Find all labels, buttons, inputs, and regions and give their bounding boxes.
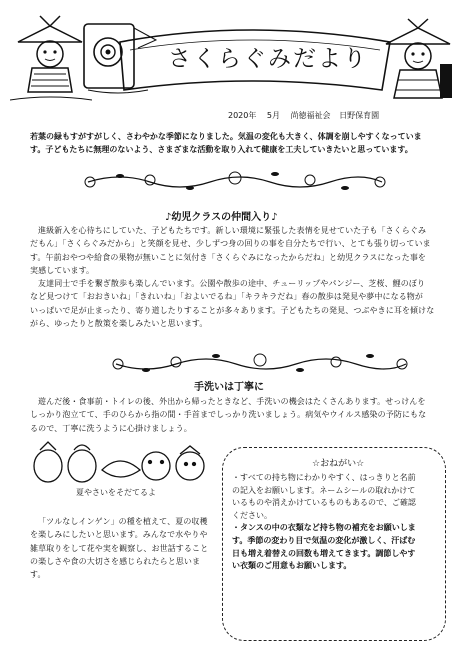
section-body-new-class	[30, 224, 446, 330]
intro-paragraph	[30, 130, 448, 156]
newsletter-title: さくらぐみだより	[168, 46, 368, 72]
notice-title: ☆おねがい☆	[312, 459, 365, 469]
notice-line: の記入をお願いします。ネームシールの取れかけて	[232, 485, 416, 495]
notice-line: いるものや消えかけているものもあるので、ご確認	[232, 498, 416, 508]
notice-line: ください。	[232, 510, 272, 520]
intro-line: 若葉の緑もすがすがしく、さわやかな季節になりました。気温の変化も大きく、体調を崩しやすくなっていま	[30, 132, 422, 141]
section-heading-handwashing: 手洗いは丁寧に	[194, 382, 264, 393]
month: 5月	[266, 111, 280, 120]
paragraph-line: しっかり泡立てて、手のひらから指の間・手首までしっかり洗いましょう。病気やウイルス感染の予防にもな	[30, 410, 427, 420]
paragraph-line: 遊んだ後・食事前・トイレの後、外出から帰ったときなど、手洗いの機会はたくさんあります。せっけんを	[38, 397, 426, 406]
paragraph-line: いっぱいで足が止まったり、寄り道したりすることが多々あります。子どもたちの発見、つぶやきに耳を傾けな	[30, 305, 435, 315]
flower-vine-divider	[110, 350, 410, 376]
paragraph-line: を楽しみにしたいと思います。みんなで水やりや	[30, 530, 208, 540]
paragraph-line: 「ツルなしインゲン」の種を植えて、夏の収穫	[38, 517, 208, 526]
vegetable-illustration-row	[30, 440, 218, 486]
paragraph-line: 雑草取りをして花や実を観察し、お世話すること	[30, 543, 209, 553]
notice-line: す。季節の変わり目で気温の変化が激しく、汗ばむ	[232, 535, 416, 545]
paragraph-line: の楽しさや食の大切さを感じられたらと思いま	[30, 556, 201, 566]
notice-line: ・すべての持ち物にわかりやすく、はっきりと名前	[232, 473, 416, 482]
notice-line: ・タンスの中の衣類など持ち物の補充をお願いしま	[232, 523, 416, 533]
notice-line: 日も増え着替えの回数も増えてきます。調節しやす	[232, 548, 416, 558]
vegetable-heading: 夏やさいをそだてるよ	[76, 488, 156, 497]
notice-line: い衣類のご用意もお願いします。	[232, 561, 352, 571]
paragraph-line: がら、ゆったりと散策を楽しみたいと思います。	[30, 319, 208, 329]
paragraph-line: だもん」「さくらぐみだから」と笑顔を見せ、少しずつ身の回りの事を自分たちで行い、とても張り切っていま	[30, 239, 431, 249]
intro-line: す。子どもたちに無理のないよう、さまざまな活動を取り入れて健康を工夫していきたいと思っています。	[30, 145, 413, 154]
section-heading-new-class: ♪幼児クラスの仲間入り♪	[165, 212, 278, 223]
paragraph-line: 友達同士で手を繋ぎ散歩も楽しんでいます。公園や散歩の途中、チューリップやパンジー、芝桜、鯉のぼり	[38, 279, 426, 289]
paragraph-line: るので、丁寧に洗うように心掛けましょう。	[30, 423, 192, 433]
paragraph-line: 実感しています。	[30, 265, 95, 275]
school-name: 日野保育園	[339, 111, 380, 120]
notice-body	[232, 472, 438, 573]
year: 2020年	[228, 111, 257, 120]
carp-streamer-illustration	[78, 18, 160, 98]
flower-vine-divider	[80, 168, 390, 194]
paragraph-line: など見つけて「おおきいね」「きれいね」「およいでるね」「キラキラだね」春の散歩は発見や夢中になる物が	[30, 292, 423, 302]
paragraph-line: す。	[30, 570, 46, 580]
paragraph-line: す。午前おやつや給食の果物が無いことに気付き「さくらぐみになったからだね」と幼児クラスになった事を	[30, 252, 427, 262]
vegetable-body	[30, 515, 218, 581]
paragraph-line: 進級新入を心待ちにしていた、子どもたちです。新しい環境に緊張した表情を見せていた子も「さくらぐみ	[38, 226, 427, 235]
helmet-boy-illustration-right	[378, 18, 460, 106]
organization: 尚徳福祉会	[290, 111, 331, 120]
date-line	[228, 110, 379, 121]
section-body-handwashing	[30, 395, 446, 435]
